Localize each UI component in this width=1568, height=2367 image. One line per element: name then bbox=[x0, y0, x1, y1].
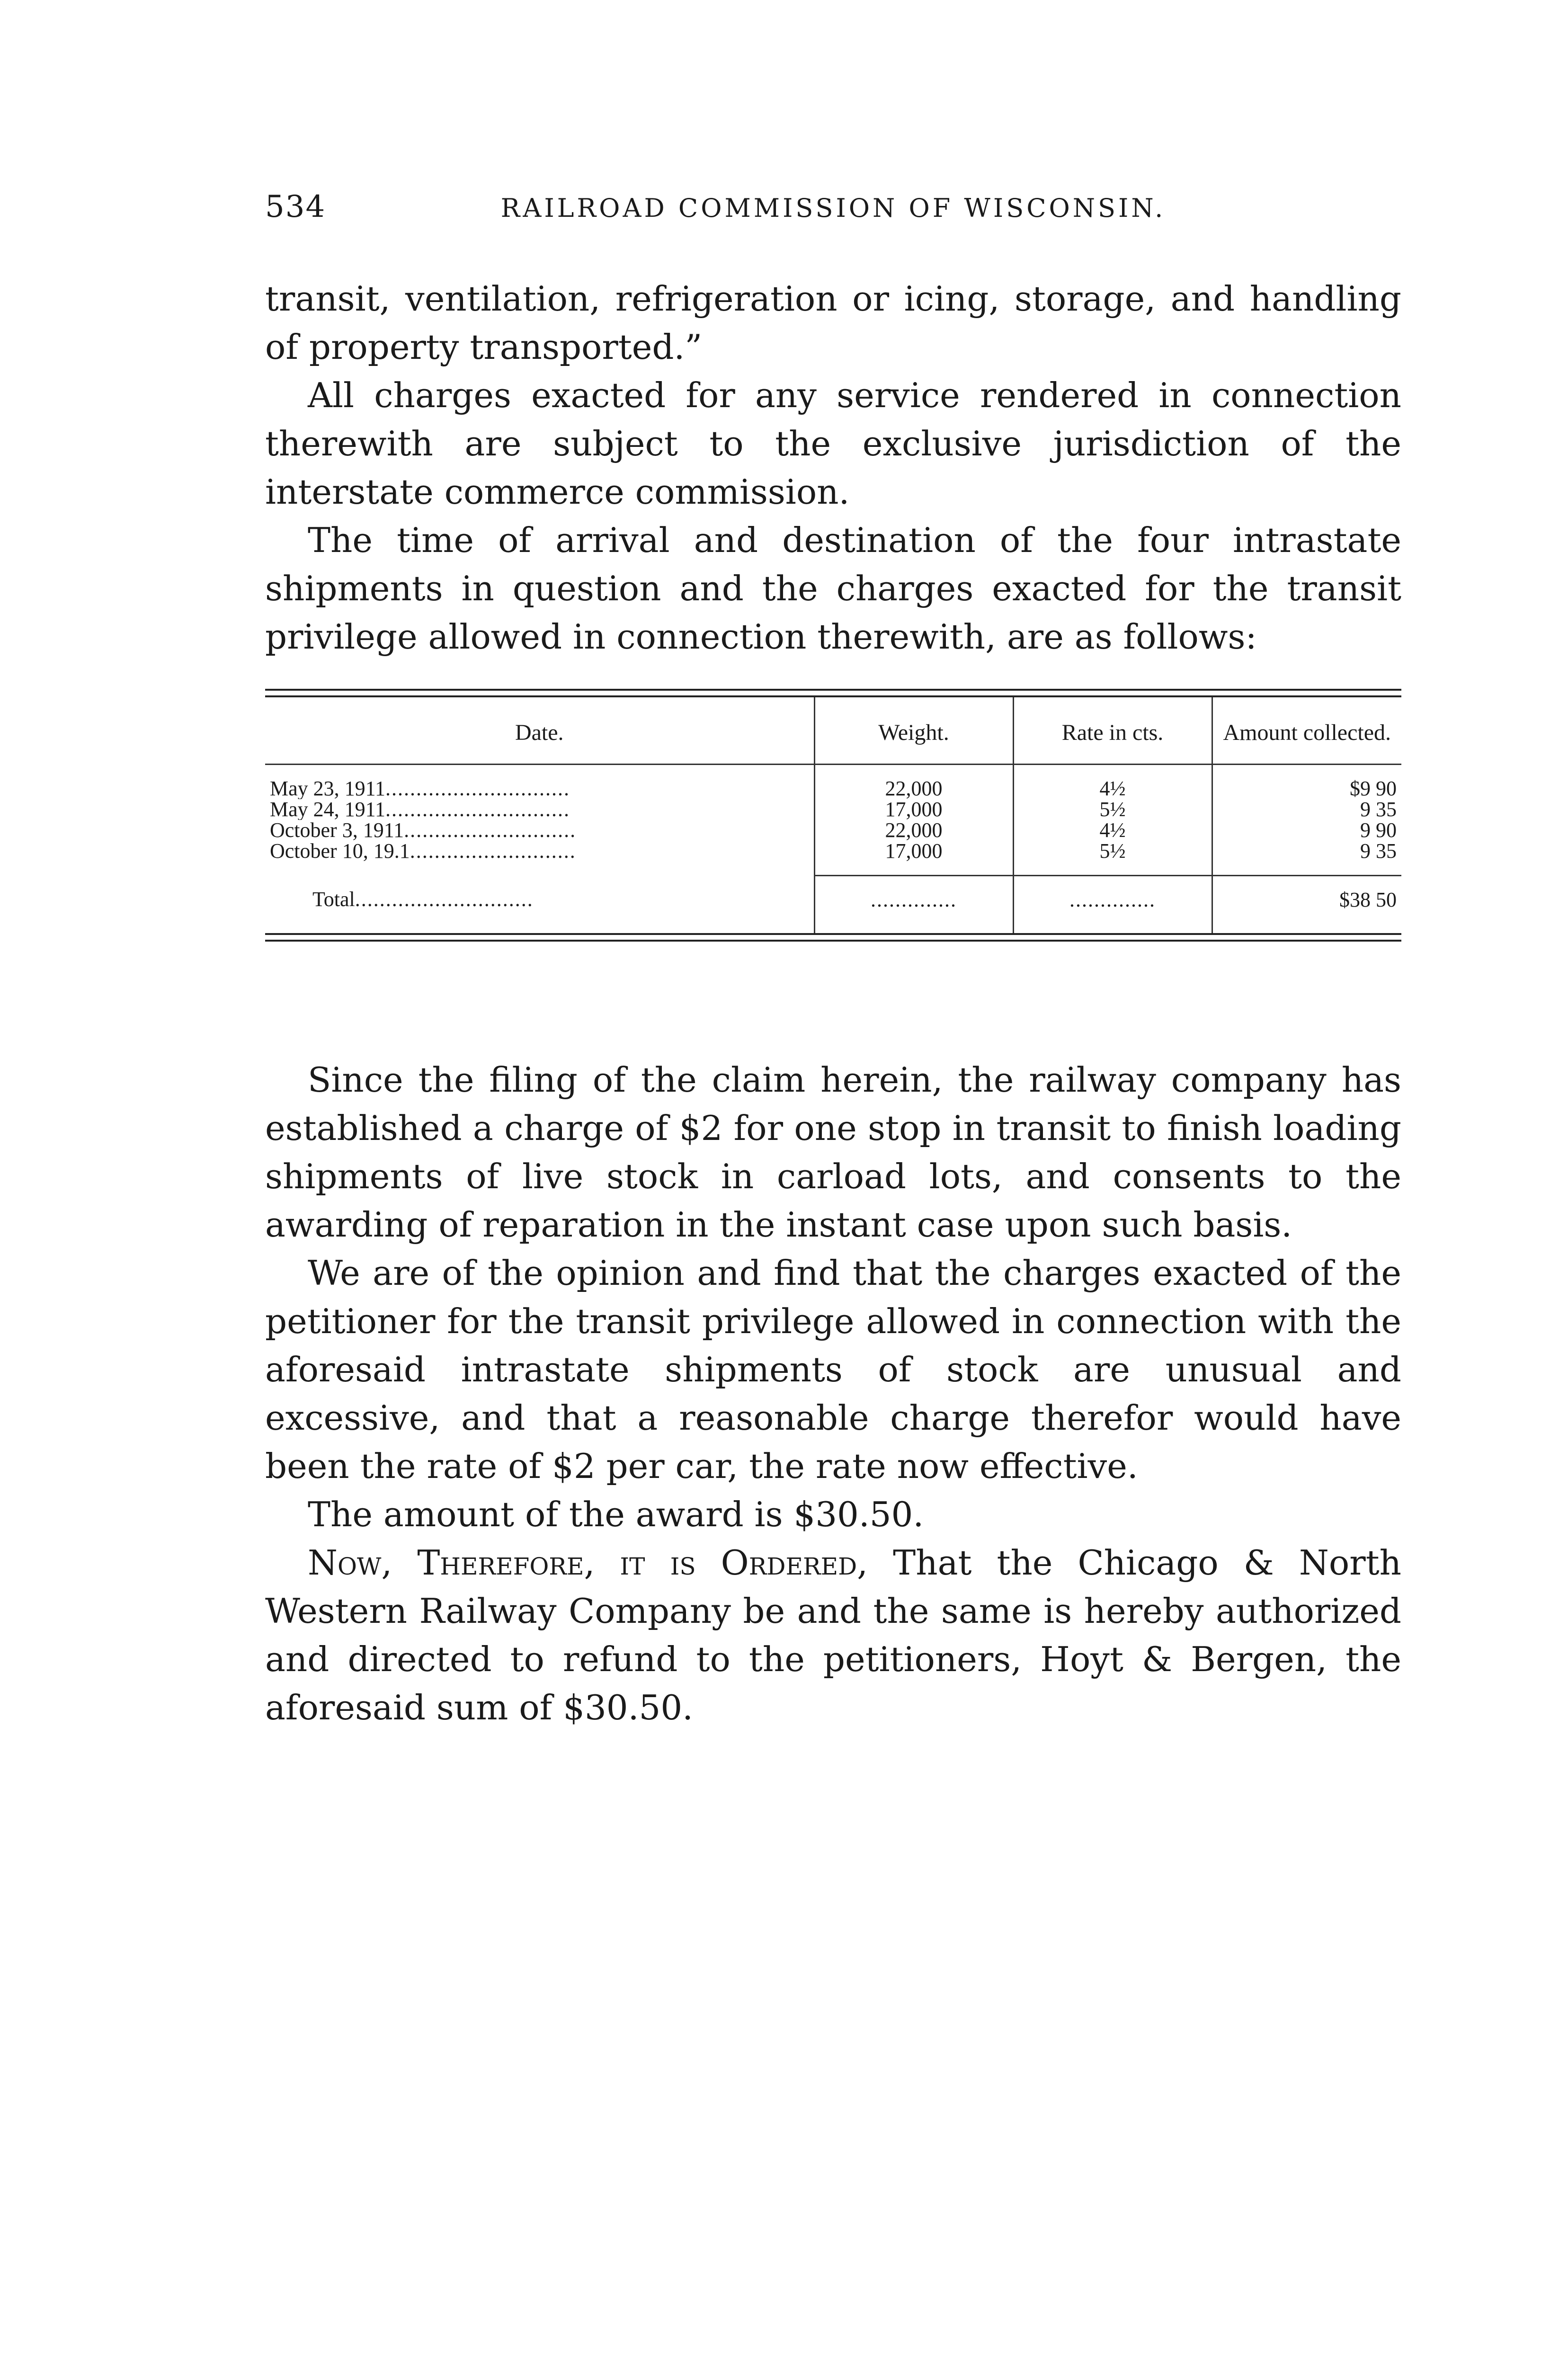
table-row bbox=[265, 799, 1401, 820]
page-number: 534 bbox=[265, 189, 326, 224]
order-paragraph bbox=[265, 1539, 1401, 1732]
col-header-amount: Amount collected. bbox=[1212, 697, 1401, 765]
page-header bbox=[265, 189, 1401, 241]
row-amount: 9 35 bbox=[1212, 841, 1401, 876]
col-header-weight: Weight. bbox=[814, 697, 1013, 765]
data-table bbox=[265, 697, 1401, 933]
row-rate: 4½ bbox=[1013, 765, 1212, 800]
row-weight: 17,000 bbox=[814, 841, 1013, 876]
row-rate: 5½ bbox=[1013, 799, 1212, 820]
row-weight: 17,000 bbox=[814, 799, 1013, 820]
total-amount: $38 50 bbox=[1212, 876, 1401, 934]
leader-dots: .............................. bbox=[385, 799, 570, 820]
row-weight: 22,000 bbox=[814, 820, 1013, 841]
table-row bbox=[265, 841, 1401, 876]
row-weight: 22,000 bbox=[814, 765, 1013, 800]
paragraph-4: Since the filing of the claim herein, the railway company has established a charge of $2 for one stop in transit to finish loading shipments of live stock in carload lots, and consents to the awarding of reparation in the instant case upon such basis. bbox=[265, 1060, 1401, 1245]
leader-dots: .............................. bbox=[385, 777, 570, 799]
leader-dots: .............. bbox=[1069, 888, 1156, 911]
paragraph-3: The time of arrival and destination of the four intrastate shipments in question and the charges exacted for the transit privilege allowed in connection therewith, are as follows: bbox=[265, 520, 1401, 657]
leader-dots: ........................... bbox=[410, 841, 576, 863]
row-amount: 9 35 bbox=[1212, 799, 1401, 820]
table-bottom-rule bbox=[265, 933, 1401, 942]
table-row bbox=[265, 765, 1401, 800]
table-top-rule bbox=[265, 689, 1401, 697]
total-label: Total bbox=[312, 887, 355, 911]
col-header-date: Date. bbox=[265, 697, 814, 765]
row-amount: 9 90 bbox=[1212, 820, 1401, 841]
paragraph-5: We are of the opinion and find that the charges exacted of the petitioner for the transit privilege allowed in connection with the aforesaid intrastate shipments of stock are unusual and excessive, and that a reasonable charge therefor would have been the rate of $2 per car, the rate now effective. bbox=[265, 1253, 1401, 1486]
row-amount: $9 90 bbox=[1212, 765, 1401, 800]
shipments-table bbox=[265, 689, 1401, 942]
order-text: That the Chicago & North Western Railway Company be and the same is hereby authorized and directed to refund to the petitioners, Hoyt & Bergen, the aforesaid sum of $30.50. bbox=[265, 1543, 1402, 1727]
row-date: May 23, 1911 bbox=[270, 777, 386, 799]
paragraph-6: The amount of the award is $30.50. bbox=[308, 1495, 924, 1534]
row-rate: 4½ bbox=[1013, 820, 1212, 841]
leader-dots: .............. bbox=[871, 888, 957, 911]
paragraph-1: transit, ventilation, refrigeration or icing, storage, and handling of property transported.” bbox=[265, 279, 1401, 367]
paragraph-2: All charges exacted for any service rendered in connection therewith are subject to the exclusive jurisdiction of the interstate commerce commission. bbox=[265, 375, 1401, 512]
row-rate: 5½ bbox=[1013, 841, 1212, 876]
table-total-row bbox=[265, 876, 1401, 934]
leader-dots: ............................. bbox=[355, 887, 534, 911]
row-date: May 24, 1911 bbox=[270, 799, 386, 820]
body-text-bottom bbox=[265, 1056, 1401, 1732]
body-text-top bbox=[265, 275, 1401, 661]
running-head: RAILROAD COMMISSION OF WISCONSIN. bbox=[500, 193, 1166, 223]
order-lead: Now, Therefore, it is Ordered, bbox=[308, 1543, 868, 1583]
table-header-row bbox=[265, 697, 1401, 765]
row-date: October 10, 19.1 bbox=[270, 841, 410, 863]
col-header-rate: Rate in cts. bbox=[1013, 697, 1212, 765]
table-row bbox=[265, 820, 1401, 841]
row-date: October 3, 1911 bbox=[270, 820, 404, 841]
leader-dots: ............................ bbox=[404, 820, 577, 841]
